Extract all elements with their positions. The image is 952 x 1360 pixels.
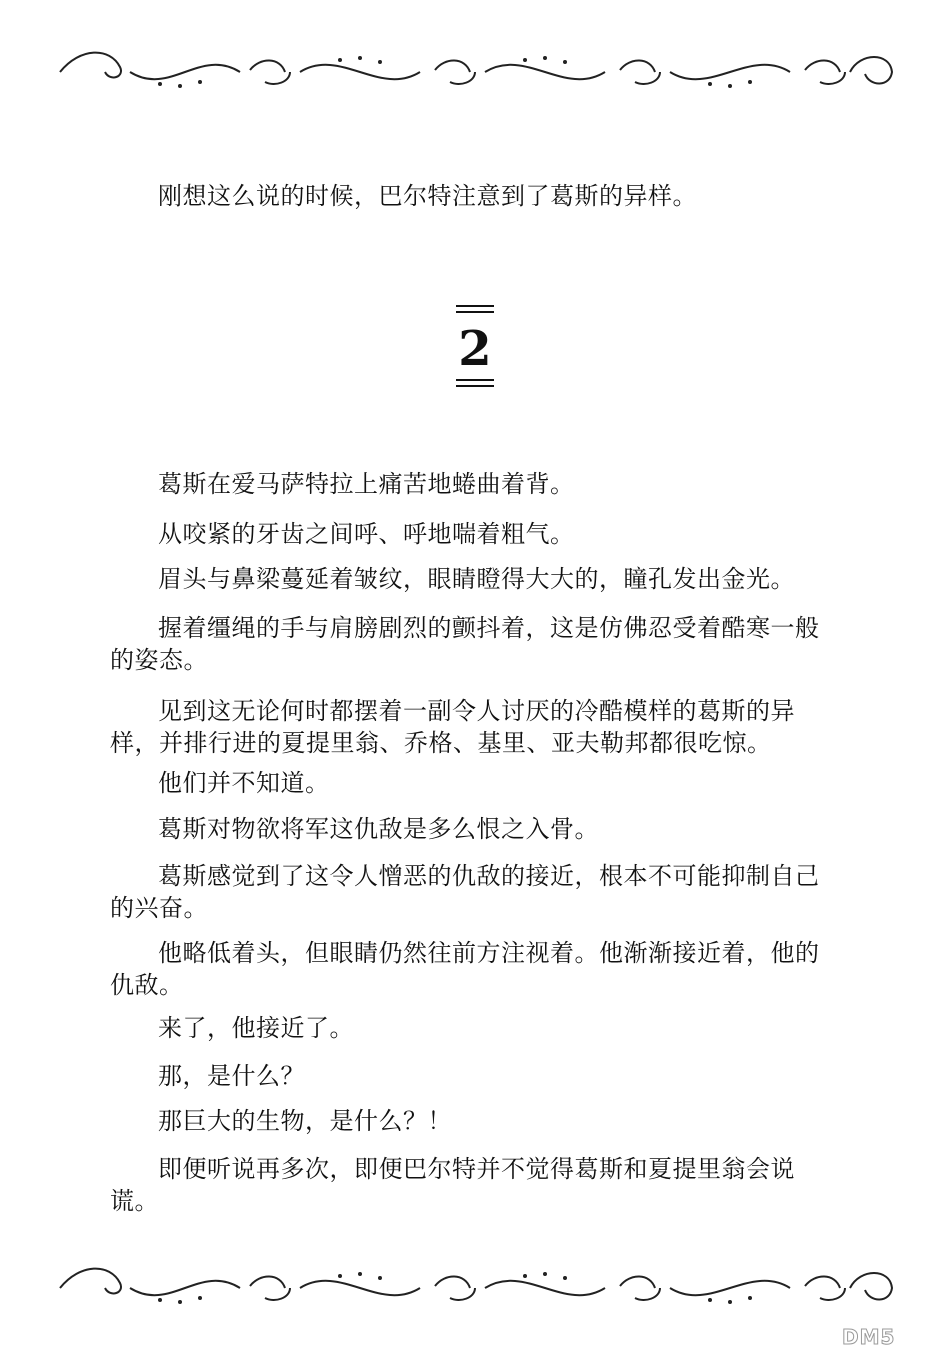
- paragraph: 来了，他接近了。: [158, 1014, 354, 1042]
- chapter-rule-top-2: [456, 311, 494, 313]
- chapter-rule-top-1: [456, 305, 494, 307]
- intro-paragraph: 刚想这么说的时候，巴尔特注意到了葛斯的异样。: [158, 182, 697, 210]
- chapter-number: 2: [458, 321, 492, 377]
- paragraph: 握着缰绳的手与肩膀剧烈的颤抖着，这是仿佛忍受着酷寒一般的姿态。: [110, 614, 820, 674]
- paragraph: 葛斯在爱马萨特拉上痛苦地蜷曲着背。: [158, 470, 575, 498]
- paragraph: 他略低着头，但眼睛仍然往前方注视着。他渐渐接近着，他的仇敌。: [110, 939, 820, 999]
- paragraph: 葛斯对物欲将军这仇敌是多么恨之入骨。: [158, 815, 599, 843]
- paragraph: 那，是什么？: [158, 1062, 305, 1090]
- chapter-marker: [452, 305, 498, 395]
- bottom-ornament-border: [50, 1258, 902, 1318]
- chapter-rule-bottom-2: [456, 385, 494, 387]
- top-ornament-border: [50, 42, 902, 102]
- paragraph: 见到这无论何时都摆着一副令人讨厌的冷酷模样的葛斯的异样，并排行进的夏提里翁、乔格、基里、亚夫勒邦都很吃惊。: [110, 697, 795, 757]
- chapter-rule-bottom-1: [456, 379, 494, 381]
- paragraph: 即便听说再多次，即便巴尔特并不觉得葛斯和夏提里翁会说谎。: [110, 1155, 795, 1215]
- paragraph: 葛斯感觉到了这令人憎恶的仇敌的接近，根本不可能抑制自己的兴奋。: [110, 862, 820, 922]
- paragraph: 眉头与鼻梁蔓延着皱纹，眼睛瞪得大大的，瞳孔发出金光。: [158, 565, 795, 593]
- paragraph: 他们并不知道。: [158, 769, 330, 797]
- paragraph: 从咬紧的牙齿之间呼、呼地喘着粗气。: [158, 520, 575, 548]
- paragraph: 那巨大的生物，是什么？！: [158, 1107, 452, 1135]
- watermark-logo: DM5: [842, 1325, 896, 1349]
